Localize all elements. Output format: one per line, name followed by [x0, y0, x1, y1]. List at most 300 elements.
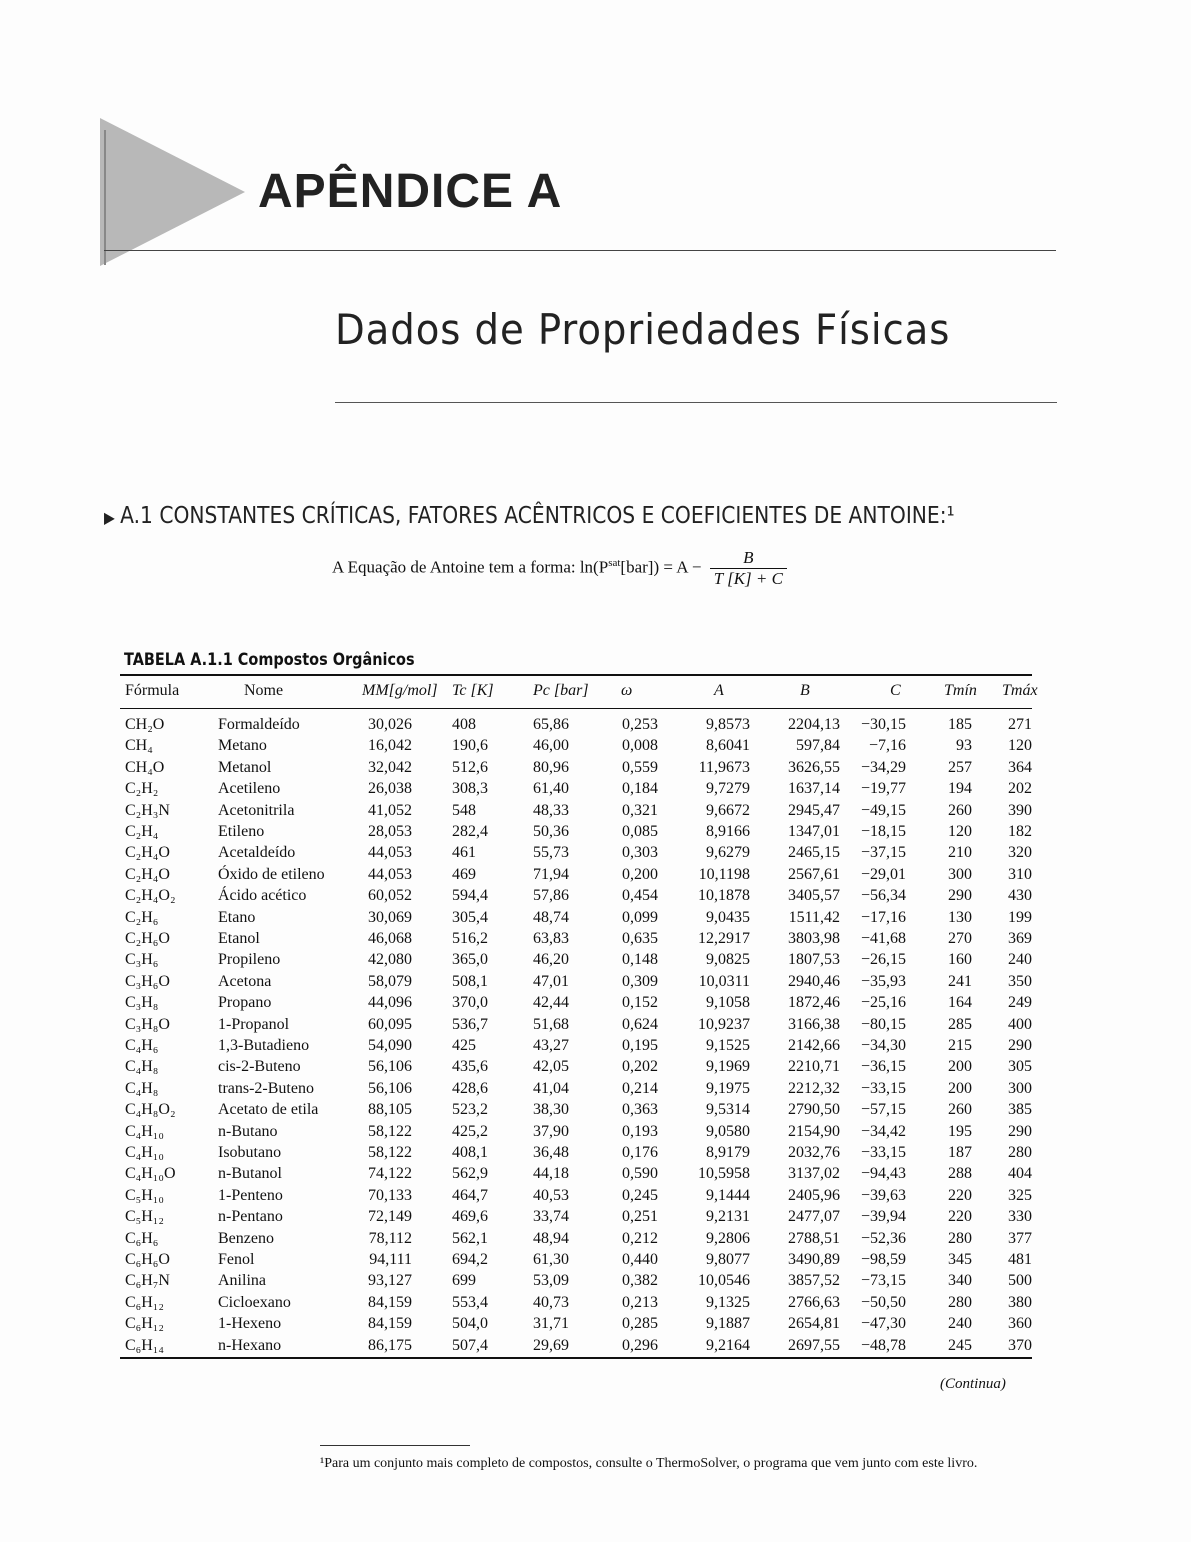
table-cell: CH₄: [125, 737, 153, 755]
table-cell: 11,9673: [698, 758, 750, 776]
table-cell: 8,9179: [706, 1144, 750, 1161]
table-cell: 41,04: [533, 1079, 569, 1097]
table-cell: 93,127: [368, 1272, 412, 1290]
table-cell: 42,44: [533, 994, 569, 1012]
column-header: MM[g/mol]: [362, 682, 438, 699]
table-cell: 2142,66: [788, 1037, 840, 1054]
table-cell: −73,15: [860, 1272, 906, 1290]
table-cell: 42,080: [368, 951, 412, 969]
table-cell: 16,042: [368, 737, 412, 755]
table-cell: 58,122: [368, 1144, 412, 1161]
table-cell: 202: [1008, 780, 1032, 798]
table-cell: 40,53: [533, 1186, 569, 1204]
table-row: [0, 1123, 1191, 1144]
table-cell: 408,1: [452, 1144, 488, 1161]
table-cell: 0,008: [622, 737, 658, 755]
table-cell: 377: [1008, 1229, 1032, 1247]
table-cell: Metanol: [218, 758, 272, 776]
table-cell: 0,303: [622, 844, 658, 862]
table-cell: 94,111: [369, 1251, 412, 1268]
table-cell: 70,133: [368, 1186, 412, 1204]
table-cell: 370,0: [452, 994, 488, 1012]
table-cell: Acetaldeído: [218, 844, 296, 862]
table-cell: 308,3: [452, 780, 488, 798]
table-row: [0, 1165, 1191, 1186]
table-cell: 28,053: [368, 823, 412, 840]
table-cell: 215: [948, 1037, 972, 1054]
column-header: C: [890, 682, 901, 699]
table-cell: 2032,76: [788, 1144, 840, 1161]
table-cell: C₃H₆O: [125, 972, 170, 990]
table-cell: 0,382: [622, 1272, 658, 1290]
table-cell: C₆H₁₄: [125, 1336, 164, 1354]
table-cell: 282,4: [452, 823, 488, 840]
footnote-rule: [320, 1445, 470, 1446]
table-cell: −35,93: [860, 972, 906, 990]
table-cell: 0,212: [622, 1229, 658, 1247]
table-cell: 1807,53: [788, 951, 840, 969]
table-cell: −48,78: [860, 1336, 906, 1354]
table-row: [0, 1144, 1191, 1165]
equation-numerator: B: [710, 548, 787, 569]
table-cell: 0,590: [622, 1165, 658, 1183]
table-row: [0, 844, 1191, 865]
table-cell: 8,9166: [706, 823, 750, 840]
table-cell: 0,148: [622, 951, 658, 969]
table-cell: 360: [1008, 1315, 1032, 1333]
table-cell: 0,363: [622, 1101, 658, 1119]
table-cell: −49,15: [860, 801, 906, 819]
table-row: [0, 1101, 1191, 1122]
table-cell: 33,74: [533, 1208, 569, 1226]
table-cell: −29,01: [860, 865, 906, 883]
table-cell: 46,068: [368, 930, 412, 947]
table-cell: 435,6: [452, 1058, 488, 1076]
table-cell: 86,175: [368, 1336, 412, 1354]
table-cell: Propano: [218, 994, 272, 1012]
table-cell: 0,152: [622, 994, 658, 1012]
table-cell: 0,309: [622, 972, 658, 990]
table-cell: −25,16: [860, 994, 906, 1012]
table-cell: 9,8077: [706, 1251, 750, 1268]
table-cell: 260: [948, 801, 972, 819]
table-cell: −37,15: [860, 844, 906, 862]
table-cell: 507,4: [452, 1336, 488, 1354]
table-row: [0, 737, 1191, 758]
table-cell: 43,27: [533, 1037, 569, 1054]
table-cell: 65,86: [533, 716, 569, 733]
table-cell: 257: [948, 758, 972, 776]
table-cell: 50,36: [533, 823, 569, 840]
table-cell: 9,0435: [706, 908, 750, 926]
continued-note: (Continua): [940, 1376, 1006, 1392]
table-cell: 469: [452, 865, 476, 883]
table-cell: C₅H₁₀: [125, 1186, 164, 1204]
table-cell: 310: [1008, 865, 1032, 883]
table-row: [0, 1230, 1191, 1251]
table-cell: 699: [452, 1272, 476, 1290]
table-cell: 63,83: [533, 930, 569, 947]
table-cell: C₃H₈: [125, 994, 159, 1012]
table-cell: −34,29: [860, 758, 906, 776]
table-cell: −94,43: [860, 1165, 906, 1183]
table-row: [0, 1272, 1191, 1293]
column-header: Pc [bar]: [533, 682, 589, 699]
table-cell: 694,2: [452, 1251, 488, 1268]
table-cell: −56,34: [860, 887, 906, 905]
table-cell: 9,1969: [706, 1058, 750, 1076]
table-cell: −17,16: [860, 908, 906, 926]
table-cell: 120: [948, 823, 972, 840]
table-cell: 2654,81: [788, 1315, 840, 1333]
table-cell: −33,15: [860, 1079, 906, 1097]
table-cell: 0,253: [622, 716, 658, 733]
table-cell: 84,159: [368, 1315, 412, 1333]
table-row: [0, 951, 1191, 972]
table-cell: 0,245: [622, 1186, 658, 1204]
table-cell: 3803,98: [788, 930, 840, 947]
table-cell: 290: [948, 887, 972, 905]
table-cell: 300: [1008, 1079, 1032, 1097]
table-cell: 0,184: [622, 780, 658, 798]
table-cell: 404: [1008, 1165, 1032, 1183]
table-cell: 245: [948, 1336, 972, 1354]
table-cell: 2210,71: [788, 1058, 840, 1076]
table-cell: 9,5314: [706, 1101, 750, 1119]
table-row: [0, 973, 1191, 994]
table-cell: Metano: [218, 737, 267, 755]
table-cell: −26,15: [860, 951, 906, 969]
table-cell: Isobutano: [218, 1144, 282, 1161]
table-cell: 290: [1008, 1037, 1032, 1054]
table-cell: 0,213: [622, 1293, 658, 1311]
table-cell: 3137,02: [788, 1165, 840, 1183]
table-cell: 130: [948, 908, 972, 926]
table-cell: 160: [948, 951, 972, 969]
table-title: TABELA A.1.1 Compostos Orgânicos: [124, 650, 415, 670]
table-cell: 210: [948, 844, 972, 862]
table-cell: 54,090: [368, 1037, 412, 1054]
table-cell: Cicloexano: [218, 1293, 291, 1311]
table-cell: 1637,14: [788, 780, 840, 798]
table-row: [0, 1315, 1191, 1336]
table-cell: 285: [948, 1015, 972, 1033]
table-row: [0, 994, 1191, 1015]
table-cell: Acetonitrila: [218, 801, 295, 819]
table-row: [0, 930, 1191, 951]
table-cell: 3857,52: [788, 1272, 840, 1290]
table-cell: 0,624: [622, 1015, 658, 1033]
column-header: Fórmula: [125, 682, 180, 699]
table-cell: −34,30: [860, 1037, 906, 1054]
table-cell: n-Hexano: [218, 1336, 282, 1354]
table-cell: 56,106: [368, 1058, 412, 1076]
table-row: [0, 1080, 1191, 1101]
table-cell: 1,3-Butadieno: [218, 1037, 310, 1054]
table-cell: 9,7279: [706, 780, 750, 798]
divider: [104, 130, 106, 265]
table-cell: 425: [452, 1037, 476, 1054]
table-cell: 9,1887: [706, 1315, 750, 1333]
table-cell: Formaldeído: [218, 716, 300, 733]
table-cell: n-Butano: [218, 1122, 278, 1140]
table-cell: 187: [948, 1144, 972, 1161]
table-cell: 562,1: [452, 1229, 488, 1247]
table-cell: 0,251: [622, 1208, 658, 1226]
table-cell: −33,15: [860, 1144, 906, 1161]
table-cell: C₄H₆: [125, 1037, 159, 1054]
table-cell: 2790,50: [788, 1101, 840, 1119]
table-rule: [120, 674, 1032, 676]
table-row: [0, 759, 1191, 780]
table-cell: Propileno: [218, 951, 281, 969]
column-header: Nome: [244, 682, 284, 699]
column-header: Tmáx: [1002, 682, 1038, 699]
table-cell: 53,09: [533, 1272, 569, 1290]
table-cell: 300: [948, 865, 972, 883]
table-cell: −39,63: [860, 1186, 906, 1204]
table-cell: 56,106: [368, 1079, 412, 1097]
table-cell: 280: [1008, 1144, 1032, 1161]
table-cell: 9,0825: [706, 951, 750, 969]
table-cell: −57,15: [860, 1101, 906, 1119]
table-cell: 290: [1008, 1122, 1032, 1140]
table-cell: −41,68: [860, 930, 906, 947]
table-cell: CH₄O: [125, 758, 165, 776]
table-cell: 428,6: [452, 1079, 488, 1097]
equation-denominator: T [K] + C: [713, 569, 783, 588]
table-cell: 72,149: [368, 1208, 412, 1226]
table-cell: 9,1444: [706, 1186, 750, 1204]
table-cell: C₄H₁₀: [125, 1122, 164, 1140]
table-rule: [120, 1357, 1032, 1359]
table-cell: 71,94: [533, 865, 569, 883]
table-cell: 44,053: [368, 865, 412, 883]
table-cell: 220: [948, 1208, 972, 1226]
table-cell: C₃H₆: [125, 951, 159, 969]
table-cell: 32,042: [368, 758, 412, 776]
table-cell: 9,2131: [706, 1208, 750, 1226]
chapter-title: Dados de Propriedades Físicas: [335, 305, 951, 354]
table-cell: 3405,57: [788, 887, 840, 905]
table-cell: Óxido de etileno: [218, 865, 325, 883]
table-cell: 84,159: [368, 1293, 412, 1311]
table-cell: 10,1878: [698, 887, 750, 905]
table-cell: Benzeno: [218, 1229, 274, 1247]
table-cell: 9,1325: [706, 1293, 750, 1311]
table-rule: [120, 708, 1032, 709]
table-row: [0, 1058, 1191, 1079]
table-cell: 469,6: [452, 1208, 488, 1226]
table-cell: 58,079: [368, 972, 412, 990]
table-cell: C₄H₈: [125, 1079, 159, 1097]
equation-mid: [bar]) = A −: [620, 557, 706, 577]
table-cell: C₅H₁₂: [125, 1208, 164, 1226]
table-cell: 562,9: [452, 1165, 488, 1183]
table-cell: 41,052: [368, 801, 412, 819]
table-cell: n-Pentano: [218, 1208, 283, 1226]
table-cell: 364: [1008, 758, 1032, 776]
table-cell: 0,440: [622, 1251, 658, 1268]
table-cell: 164: [948, 994, 972, 1012]
table-cell: −36,15: [860, 1058, 906, 1076]
table-cell: 369: [1008, 930, 1032, 947]
table-row: [0, 780, 1191, 801]
table-cell: C₆H₆: [125, 1229, 159, 1247]
table-cell: 26,038: [368, 780, 412, 798]
table-cell: Etano: [218, 908, 256, 926]
table-cell: −18,15: [860, 823, 906, 840]
table-row: [0, 887, 1191, 908]
table-cell: 9,0580: [706, 1122, 750, 1140]
table-cell: 88,105: [368, 1101, 412, 1119]
table-cell: 504,0: [452, 1315, 488, 1333]
table-cell: 9,2164: [706, 1336, 750, 1354]
table-cell: 57,86: [533, 887, 569, 905]
table-cell: cis-2-Buteno: [218, 1058, 301, 1076]
table-cell: −47,30: [860, 1315, 906, 1333]
table-cell: 220: [948, 1186, 972, 1204]
table-cell: 60,095: [368, 1015, 412, 1033]
column-header: A: [714, 682, 724, 699]
table-cell: Acetileno: [218, 780, 281, 798]
table-cell: C₃H₈O: [125, 1015, 170, 1033]
table-cell: 280: [948, 1293, 972, 1311]
table-cell: 548: [452, 801, 476, 819]
table-cell: trans-2-Buteno: [218, 1079, 314, 1097]
table-cell: 270: [948, 930, 972, 947]
section-title: A.1 CONSTANTES CRÍTICAS, FATORES ACÊNTRICOS E COEFICIENTES DE ANTOINE:¹: [120, 503, 955, 529]
table-cell: 93: [956, 737, 972, 755]
table-cell: 330: [1008, 1208, 1032, 1226]
table-cell: 46,20: [533, 951, 569, 969]
table-header: [0, 682, 1191, 703]
table-cell: 9,1525: [706, 1037, 750, 1054]
table-cell: 1-Penteno: [218, 1186, 283, 1204]
table-cell: 594,4: [452, 887, 488, 905]
table-cell: 48,33: [533, 801, 569, 819]
table-cell: 78,112: [368, 1229, 412, 1247]
table-cell: 1511,42: [788, 908, 840, 926]
table-cell: C₂H₆: [125, 908, 159, 926]
table-cell: C₂H₄O: [125, 865, 170, 883]
table-row: [0, 802, 1191, 823]
table-cell: 61,30: [533, 1251, 569, 1268]
table-cell: 61,40: [533, 780, 569, 798]
table-cell: 325: [1008, 1186, 1032, 1204]
table-cell: 10,9237: [698, 1015, 750, 1033]
table-cell: 42,05: [533, 1058, 569, 1076]
table-cell: 425,2: [452, 1122, 488, 1140]
table-cell: 380: [1008, 1293, 1032, 1311]
table-cell: 340: [948, 1272, 972, 1290]
table-cell: 240: [948, 1315, 972, 1333]
table-cell: 46,00: [533, 737, 569, 755]
table-cell: C₂H₄: [125, 823, 159, 840]
table-cell: 516,2: [452, 930, 488, 947]
table-cell: 3166,38: [788, 1015, 840, 1033]
table-cell: 0,285: [622, 1315, 658, 1333]
table-cell: C₆H₆O: [125, 1251, 170, 1268]
table-cell: 249: [1008, 994, 1032, 1012]
equation-sup: sat: [608, 556, 621, 569]
table-row: [0, 823, 1191, 844]
table-cell: 200: [948, 1079, 972, 1097]
table-cell: 2945,47: [788, 801, 840, 819]
chapter-label: APÊNDICE A: [258, 165, 563, 218]
table-cell: 0,193: [622, 1122, 658, 1140]
table-cell: C₂H₂: [125, 780, 159, 798]
table-cell: 400: [1008, 1015, 1032, 1033]
table-cell: 30,069: [368, 908, 412, 926]
table-cell: 9,8573: [706, 716, 750, 733]
table-cell: C₄H₈O₂: [125, 1101, 176, 1119]
table-cell: 365,0: [452, 951, 488, 969]
table-cell: 44,053: [368, 844, 412, 862]
table-cell: 58,122: [368, 1122, 412, 1140]
table-cell: 38,30: [533, 1101, 569, 1119]
table-cell: −7,16: [868, 737, 906, 755]
table-cell: 199: [1008, 908, 1032, 926]
table-cell: 536,7: [452, 1015, 488, 1033]
table-cell: 280: [948, 1229, 972, 1247]
table-cell: 461: [452, 844, 476, 862]
table-cell: 2465,15: [788, 844, 840, 862]
table-cell: 288: [948, 1165, 972, 1183]
table-cell: 350: [1008, 972, 1032, 990]
table-cell: 0,085: [622, 823, 658, 840]
column-header: Tc [K]: [452, 682, 494, 699]
table-row: [0, 716, 1191, 737]
table-cell: −39,94: [860, 1208, 906, 1226]
table-cell: 0,176: [622, 1144, 658, 1161]
table-cell: 0,200: [622, 865, 658, 883]
column-header: Tmín: [944, 682, 977, 699]
table-cell: 2766,63: [788, 1293, 840, 1311]
table-cell: 0,214: [622, 1079, 658, 1097]
table-cell: 305,4: [452, 908, 488, 926]
table-cell: Ácido acético: [218, 887, 307, 905]
table-cell: 0,321: [622, 801, 658, 819]
table-cell: 464,7: [452, 1186, 488, 1204]
table-cell: C₂H₆O: [125, 930, 170, 947]
table-cell: Etanol: [218, 930, 260, 947]
table-cell: 40,73: [533, 1293, 569, 1311]
table-row: [0, 1016, 1191, 1037]
equation-lead: A Equação de Antoine tem a forma: ln(P: [332, 557, 609, 577]
table-cell: 44,18: [533, 1165, 569, 1183]
table-cell: −52,36: [860, 1229, 906, 1247]
table-cell: 370: [1008, 1336, 1032, 1354]
table-cell: 2697,55: [788, 1336, 840, 1354]
table-cell: 37,90: [533, 1122, 569, 1140]
table-cell: 60,052: [368, 887, 412, 905]
table-cell: 44,096: [368, 994, 412, 1012]
table-cell: 260: [948, 1101, 972, 1119]
table-cell: C₂H₃N: [125, 801, 170, 819]
table-row: [0, 1037, 1191, 1058]
table-cell: 0,559: [622, 758, 658, 776]
table-cell: 1-Propanol: [218, 1015, 290, 1033]
table-cell: −19,77: [860, 780, 906, 798]
table-cell: 597,84: [796, 737, 840, 755]
table-cell: 80,96: [533, 758, 569, 776]
table-cell: C₂H₄O₂: [125, 887, 176, 905]
table-cell: 0,296: [622, 1336, 658, 1354]
table-cell: 385: [1008, 1101, 1032, 1119]
table-cell: 3626,55: [788, 758, 840, 776]
table-cell: 9,1058: [706, 994, 750, 1012]
